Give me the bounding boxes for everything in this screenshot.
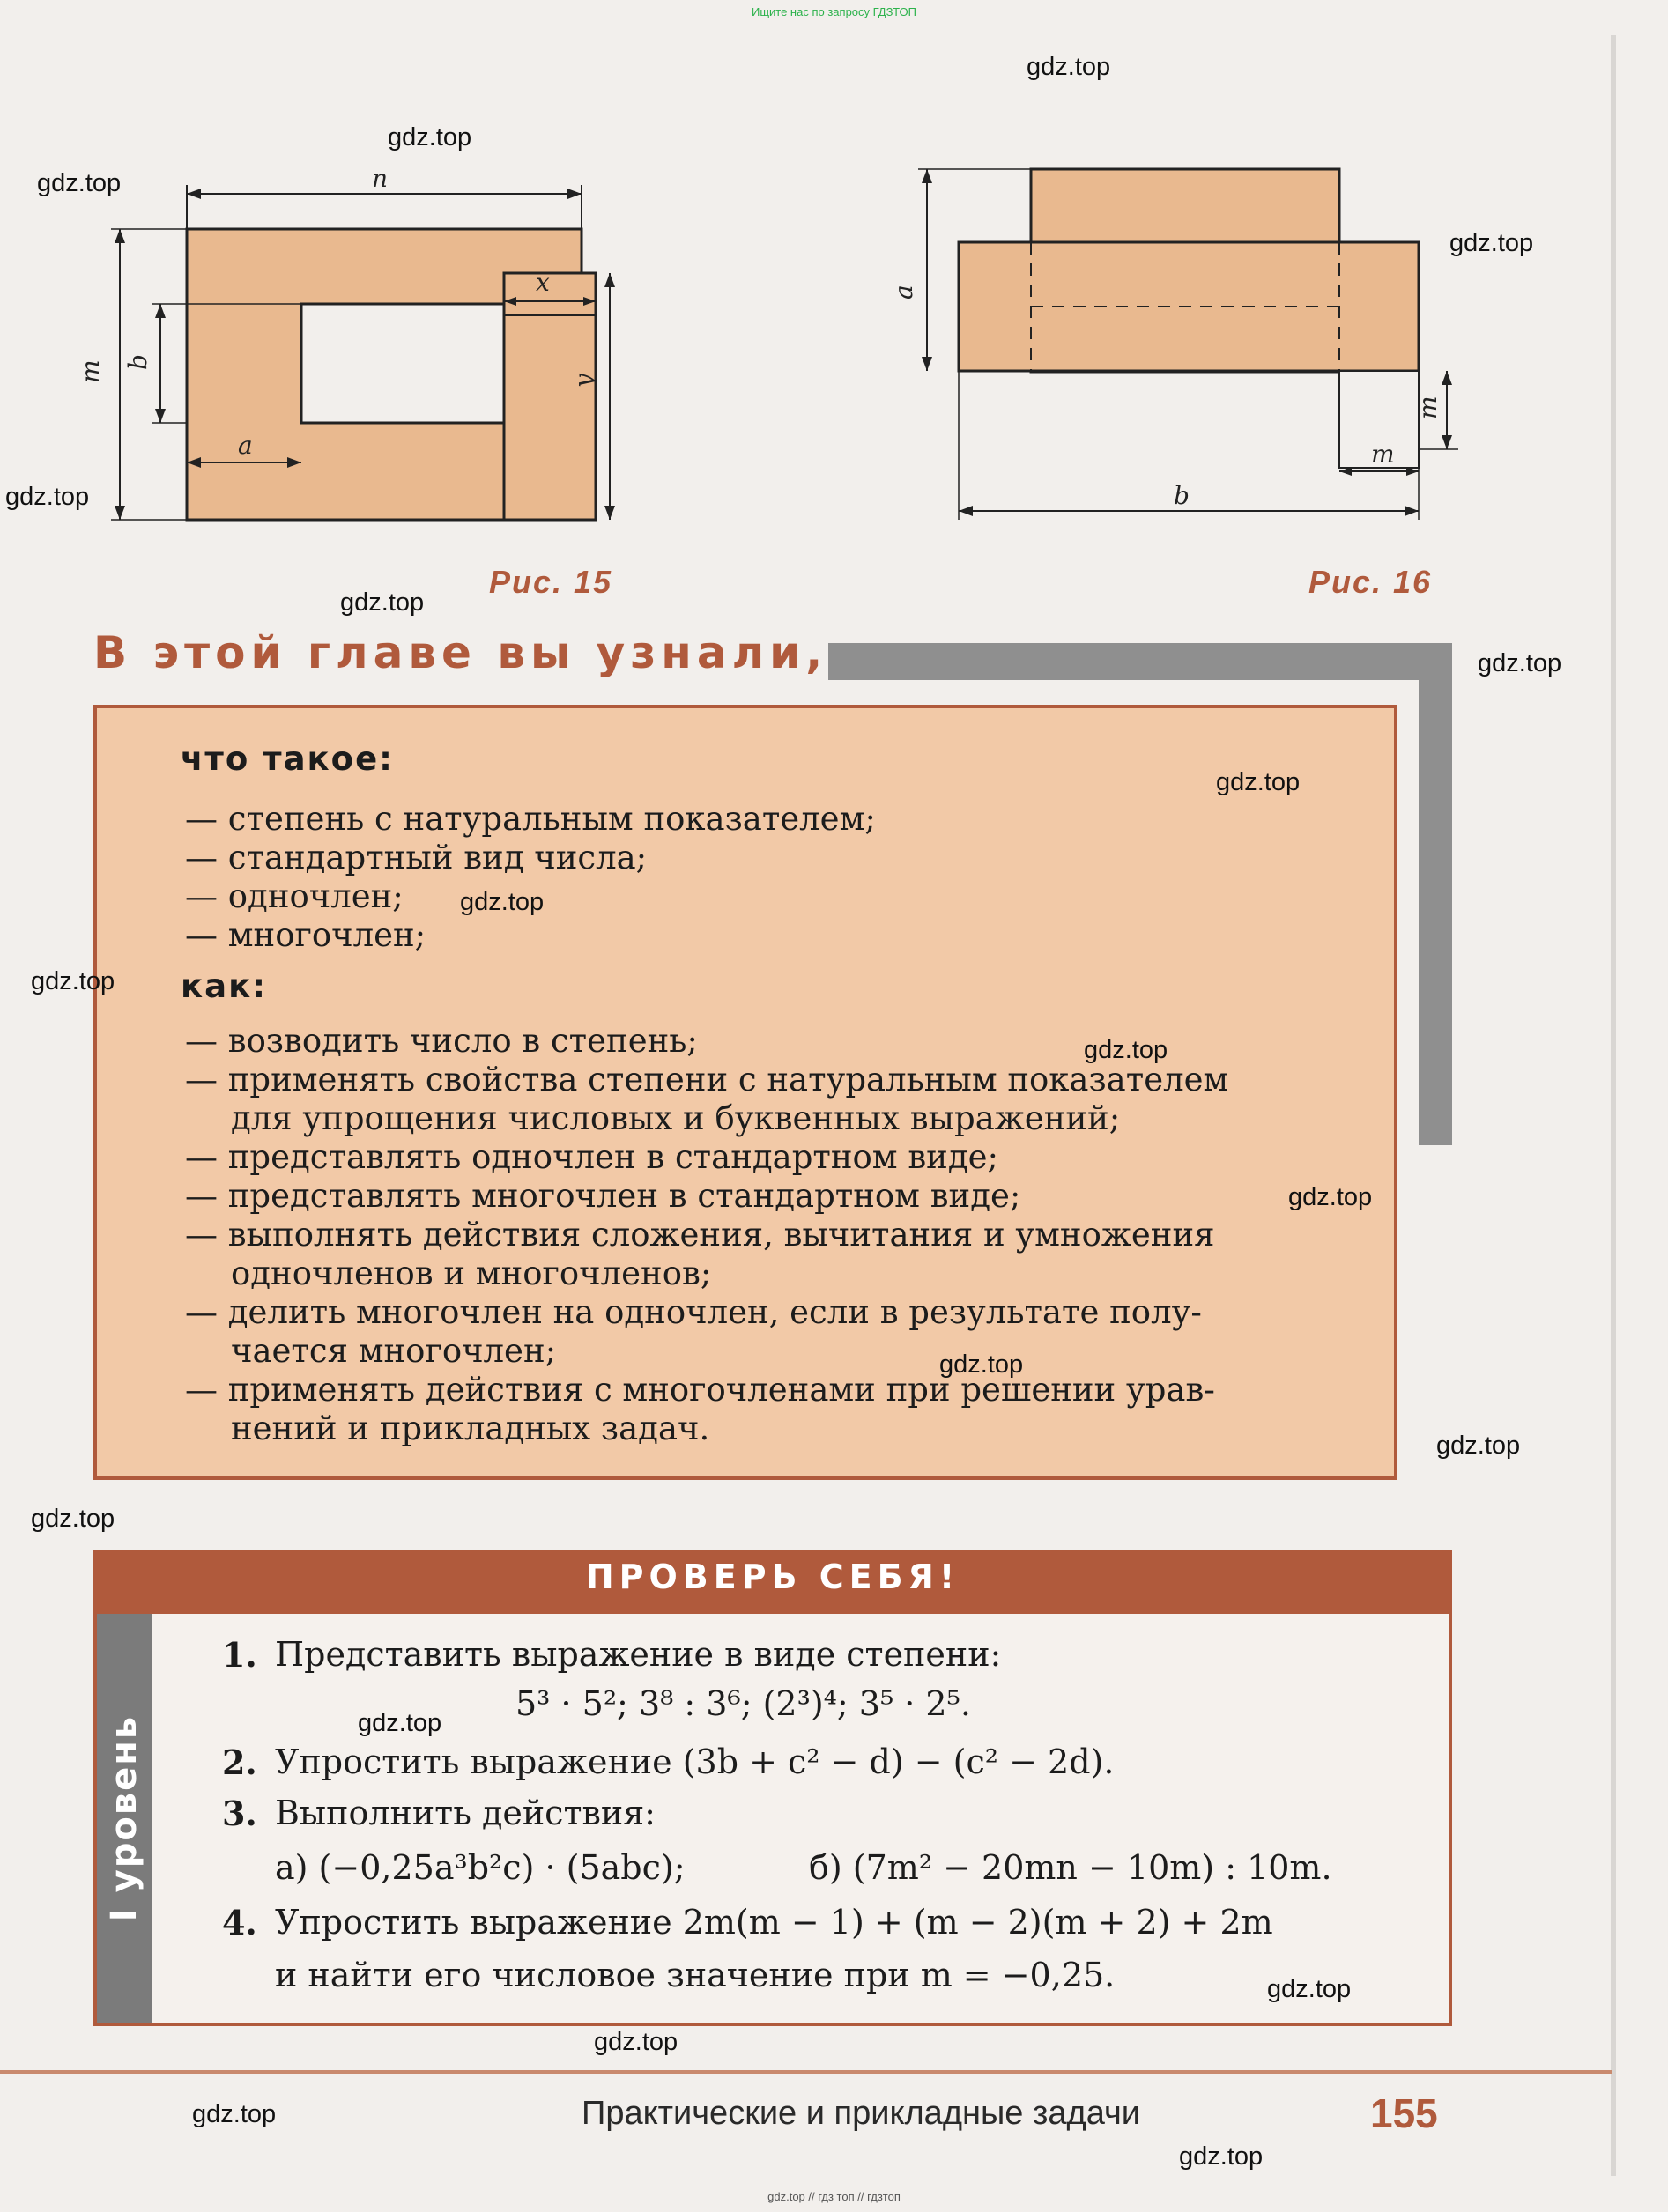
how-item-continuation: нений и прикладных задач. [231,1409,710,1447]
how-item: — применять свойства степени с натуральным показателем [185,1061,1229,1099]
task-number: 2. [222,1742,257,1782]
watermark: gdz.top [460,888,545,916]
how-item: — представлять одночлен в стандартном виде; [185,1138,998,1176]
watermark: gdz.top [1436,1432,1521,1460]
task-3-part-b: б) (7m² − 20mn − 10m) : 10m. [809,1848,1332,1887]
task-1-expression: 5³ · 5²; 3⁸ : 3⁶; (2³)⁴; 3⁵ · 2⁵. [515,1684,971,1723]
watermark: gdz.top [388,123,472,152]
check-yourself-box [93,1550,1452,2026]
fig16-caption: Рис. 16 [1308,564,1433,600]
fig16-label-m-bottom: m [1371,440,1395,469]
fig15-label-x: x [536,268,550,297]
bottom-note: gdz.top // гдз топ // гдзтоп [767,2190,901,2203]
watermark: gdz.top [192,2100,277,2128]
watermark: gdz.top [1216,768,1301,796]
how-item: — применять действия с многочленами при решении урав- [185,1371,1215,1409]
how-item: — представлять многочлен в стандартном виде; [185,1177,1021,1215]
what-item: — одночлен; [185,877,404,915]
watermark: gdz.top [1084,1036,1168,1064]
what-item: — многочлен; [185,916,426,954]
footer-divider [0,2070,1612,2074]
what-item: — степень с натуральным показателем; [185,800,876,838]
fig16-label-b: b [1174,481,1190,510]
watermark: gdz.top [340,588,425,617]
check-yourself-title: ПРОВЕРЬ СЕБЯ! [585,1557,960,1596]
footer-section-title: Практические и прикладные задачи [582,2095,1141,2132]
task-number: 4. [222,1903,257,1942]
gray-bar-vertical [1419,643,1452,1145]
task-number: 1. [222,1635,257,1675]
level-label: I уровень [104,1714,145,1922]
figure-16 [890,159,1472,546]
watermark: gdz.top [1027,53,1111,81]
top-note: Ищите нас по запросу ГДЗТОП [751,5,916,18]
how-item-continuation: одночленов и многочленов; [231,1254,712,1292]
fig15-label-n: n [372,164,389,193]
page-number: 155 [1370,2090,1438,2136]
fig15-label-a: a [238,431,253,460]
fig15-label-b: b [123,354,152,370]
watermark: gdz.top [939,1350,1024,1379]
task-4-text: Упростить выражение 2m(m − 1) + (m − 2)(m + 2) + 2m [275,1903,1273,1942]
watermark: gdz.top [358,1709,442,1737]
watermark: gdz.top [31,967,115,995]
task-3-text: Выполнить действия: [275,1794,656,1832]
watermark: gdz.top [1288,1183,1373,1211]
how-item: — выполнять действия сложения, вычитания и умножения [185,1216,1215,1254]
task-3-part-a: а) (−0,25a³b²c) · (5abc); [275,1848,686,1887]
how-item: — делить многочлен на одночлен, если в результате полу- [185,1293,1202,1331]
watermark: gdz.top [1449,229,1534,257]
watermark: gdz.top [5,483,90,511]
watermark: gdz.top [37,169,122,197]
fig15-caption: Рис. 15 [489,564,613,600]
what-label: что такое: [181,740,394,778]
how-label: как: [181,967,267,1005]
watermark: gdz.top [1179,2142,1264,2171]
task-number: 3. [222,1794,257,1833]
watermark: gdz.top [1478,649,1562,677]
fig16-label-a: a [889,285,918,300]
page-edge [1611,35,1616,2176]
how-item-continuation: для упрощения числовых и буквенных выражений; [231,1099,1121,1137]
fig15-shape-small [504,273,596,520]
how-item: — возводить число в степень; [185,1022,698,1060]
chapter-summary-heading: В этой главе вы узнали, [93,627,828,678]
fig16-label-m-right: m [1413,396,1442,419]
how-item-continuation: чается многочлен; [231,1332,557,1370]
watermark: gdz.top [594,2028,678,2056]
fig15-label-m: m [76,359,105,383]
watermark: gdz.top [1267,1975,1352,2003]
task-1-text: Представить выражение в виде степени: [275,1635,1002,1674]
task-2-text: Упростить выражение (3b + c² − d) − (c² − 2d). [275,1742,1115,1781]
watermark: gdz.top [31,1505,115,1533]
task-4-text-continuation: и найти его числовое значение при m = −0,25. [275,1956,1116,1994]
gray-bar-horizontal [828,643,1449,680]
fig15-label-y: y [569,374,598,388]
what-item: — стандартный вид числа; [185,839,648,877]
